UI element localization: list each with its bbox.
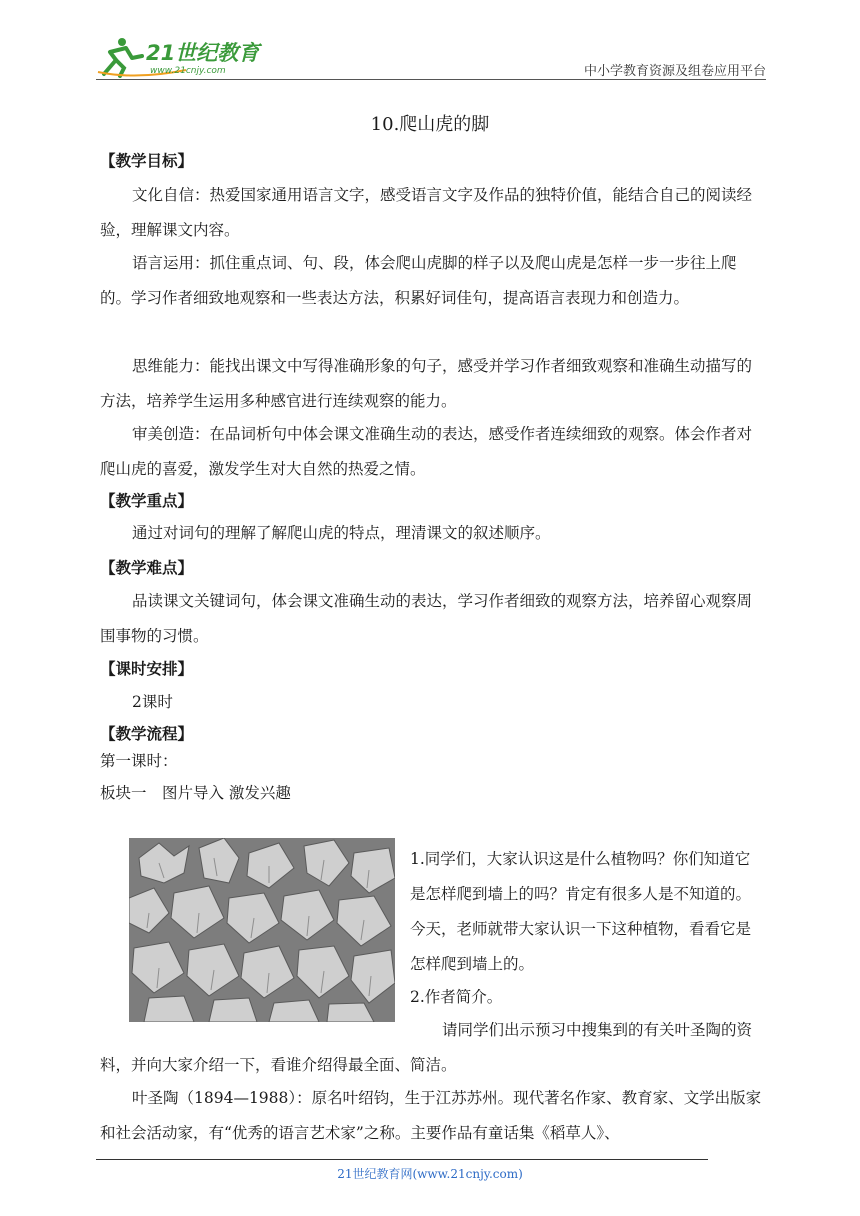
difficulty-heading: 【教学难点】 (100, 558, 194, 577)
author-task-text: 请同学们出示预习中搜集到的有关叶圣陶的资料，并向大家介绍一下，看谁介绍得最全面、简洁。 (100, 1021, 753, 1074)
platform-name: 中小学教育资源及组卷应用平台 (583, 64, 766, 79)
schedule-text: 2课时 (132, 693, 173, 711)
ivy-leaves-photo (129, 838, 395, 1022)
page-header (96, 30, 766, 82)
key-heading: 【教学重点】 (100, 491, 194, 510)
goal-language: 语言运用：抓住重点词、句、段，体会爬山虎脚的样子以及爬山虎是怎样一步一步往上爬的。学习作者细致地观察和一些表达方法，积累好词佳句，提高语言表现力和创造力。 (100, 254, 737, 307)
logo-url: www.21cnjy.com (150, 66, 226, 76)
goal-culture: 文化自信：热爱国家通用语言文字，感受语言文字及作品的独特价值，能结合自己的阅读经验，理解课文内容。 (100, 186, 753, 239)
author-bio-text: 叶圣陶（1894—1988）：原名叶绍钧，生于江苏苏州。现代著名作家、教育家、文学出版家和社会活动家，有“优秀的语言艺术家”之称。主要作品有童话集《稻草人》、 (100, 1089, 762, 1142)
block-one-title: 板块一 图片导入 激发兴趣 (100, 784, 291, 802)
intro-question: 1.同学们，大家认识这是什么植物吗？你们知道它是怎样爬到墙上的吗？肯定有很多人是不知道的。今天，老师就带大家认识一下这种植物，看看它是怎样爬到墙上的。 (410, 850, 752, 973)
difficulty-text: 品读课文关键词句，体会课文准确生动的表达，学习作者细致的观察方法，培养留心观察周围事物的习惯。 (100, 592, 753, 645)
goal-thinking: 思维能力：能找出课文中写得准确形象的句子，感受并学习作者细致观察和准确生动描写的方法，培养学生运用多种感官进行连续观察的能力。 (100, 357, 753, 410)
goals-heading: 【教学目标】 (100, 151, 194, 170)
goal-aesthetic: 审美创造：在品词析句中体会课文准确生动的表达，感受作者连续细致的观察。体会作者对爬山虎的喜爱，激发学生对大自然的热爱之情。 (100, 425, 753, 478)
footer-divider (96, 1159, 708, 1160)
flow-heading: 【教学流程】 (100, 724, 194, 743)
author-intro-label: 2.作者简介。 (410, 988, 503, 1006)
logo-21cnjy (96, 34, 266, 78)
key-text: 通过对词句的理解了解爬山虎的特点，理清课文的叙述顺序。 (132, 524, 551, 542)
footer-source: 21世纪教育网(www.21cnjy.com) (337, 1167, 523, 1181)
header-divider (96, 79, 766, 80)
page-title: 10.爬山虎的脚 (370, 114, 490, 135)
logo-text: 21世纪教育 (146, 41, 260, 65)
lesson-one-label: 第一课时： (100, 752, 178, 770)
schedule-heading: 【课时安排】 (100, 659, 194, 678)
